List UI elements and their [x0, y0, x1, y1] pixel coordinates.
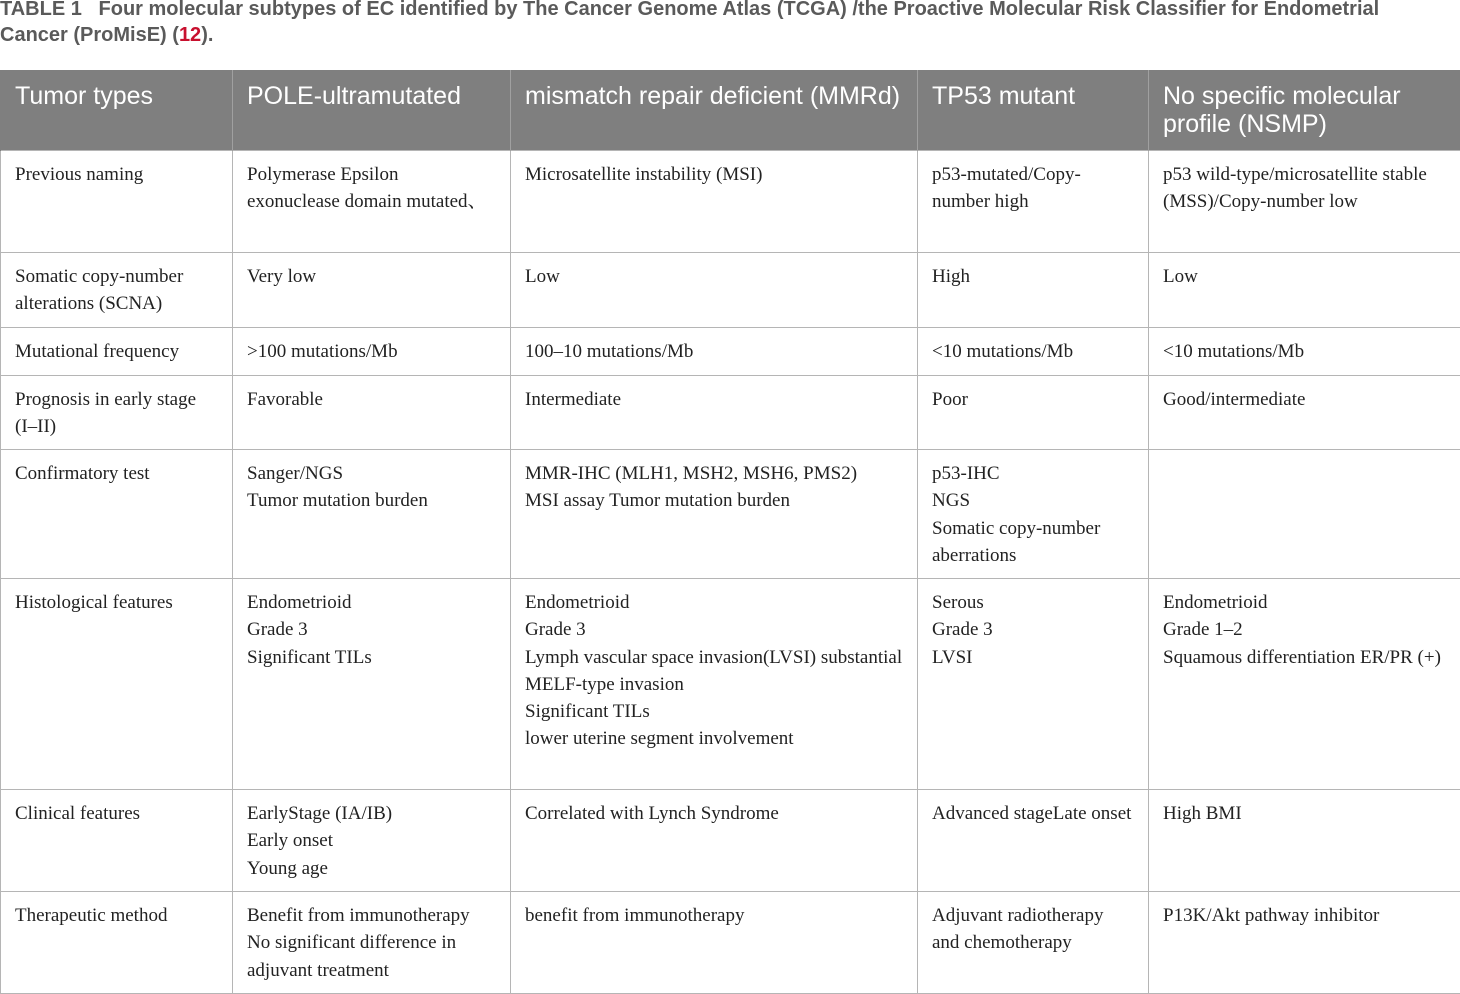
cell-tp53	[918, 892, 1149, 994]
cell-line: Favorable	[247, 386, 496, 413]
table-row	[1, 376, 1460, 450]
cell-line: >100 mutations/Mb	[247, 338, 496, 365]
table-row	[1, 450, 1460, 579]
cell-line: lower uterine segment involvement	[525, 725, 903, 752]
cell-line: <10 mutations/Mb	[1163, 338, 1446, 365]
cell-mmrd	[511, 328, 918, 376]
table-row	[1, 253, 1460, 328]
cell-line: No significant difference in adjuvant treatment	[247, 929, 496, 984]
cell-tp53	[918, 579, 1149, 790]
table-body	[1, 151, 1460, 994]
cell-line: Advanced stageLate onset	[932, 800, 1134, 827]
cell-pole	[233, 450, 511, 579]
caption-text: Four molecular subtypes of EC identified by The Cancer Genome Atlas (TCGA) /the Proactive Molecular Risk Classifier for Endometrial Cancer (ProMisE) (	[0, 0, 1379, 46]
table-row	[1, 579, 1460, 790]
cell-mmrd	[511, 892, 918, 994]
cell-mmrd	[511, 253, 918, 328]
cell-line: High BMI	[1163, 800, 1446, 827]
cell-nsmp	[1149, 151, 1460, 253]
cell-mmrd	[511, 151, 918, 253]
cell-tp53	[918, 328, 1149, 376]
row-label: Therapeutic method	[1, 892, 233, 994]
subtypes-table	[0, 70, 1460, 994]
cell-tp53	[918, 151, 1149, 253]
cell-line: EarlyStage (IA/IB)	[247, 800, 496, 827]
cell-nsmp	[1149, 253, 1460, 328]
cell-line: Polymerase Epsilon exonuclease domain mutated、	[247, 161, 496, 216]
cell-pole	[233, 151, 511, 253]
cell-line: Sanger/NGS	[247, 460, 496, 487]
table-caption	[0, 0, 1450, 48]
cell-line: p53-mutated/Copy-number high	[932, 161, 1134, 216]
cell-line: P13K/Akt pathway inhibitor	[1163, 902, 1446, 929]
cell-pole	[233, 328, 511, 376]
cell-line: LVSI	[932, 644, 1134, 671]
cell-line: <10 mutations/Mb	[932, 338, 1134, 365]
cell-line: Endometrioid	[247, 589, 496, 616]
cell-line: Significant TILs	[247, 644, 496, 671]
cell-line: Poor	[932, 386, 1134, 413]
cell-line: p53 wild-type/microsatellite stable (MSS)/Copy-number low	[1163, 161, 1446, 216]
cell-line: Serous	[932, 589, 1134, 616]
cell-line: Low	[1163, 263, 1446, 290]
caption-label: TABLE 1	[0, 0, 82, 20]
cell-tp53	[918, 253, 1149, 328]
cell-line: Grade 3	[932, 616, 1134, 643]
cell-line: Low	[525, 263, 903, 290]
cell-nsmp	[1149, 450, 1460, 579]
cell-line: Endometrioid	[1163, 589, 1446, 616]
cell-nsmp	[1149, 579, 1460, 790]
header-mmrd: mismatch repair deficient (MMRd)	[511, 70, 918, 151]
cell-pole	[233, 579, 511, 790]
cell-line: Very low	[247, 263, 496, 290]
cell-line: Significant TILs	[525, 698, 903, 725]
cell-mmrd	[511, 450, 918, 579]
cell-line: Endometrioid	[525, 589, 903, 616]
cell-line: MELF-type invasion	[525, 671, 903, 698]
cell-tp53	[918, 790, 1149, 892]
cell-pole	[233, 790, 511, 892]
cell-line: MSI assay Tumor mutation burden	[525, 487, 903, 514]
cell-line: High	[932, 263, 1134, 290]
cell-nsmp	[1149, 328, 1460, 376]
cell-tp53	[918, 450, 1149, 579]
row-label: Mutational frequency	[1, 328, 233, 376]
citation-link[interactable]: 12	[179, 24, 201, 46]
cell-line: MMR-IHC (MLH1, MSH2, MSH6, PMS2)	[525, 460, 903, 487]
header-pole: POLE-ultramutated	[233, 70, 511, 151]
cell-pole	[233, 892, 511, 994]
cell-line: Adjuvant radiotherapy and chemotherapy	[932, 902, 1134, 957]
table-row	[1, 790, 1460, 892]
cell-line: 100–10 mutations/Mb	[525, 338, 903, 365]
cell-line: p53-IHC	[932, 460, 1134, 487]
cell-line: Good/intermediate	[1163, 386, 1446, 413]
caption-end: ).	[201, 24, 213, 46]
table-row	[1, 328, 1460, 376]
cell-line: Grade 3	[247, 616, 496, 643]
cell-mmrd	[511, 579, 918, 790]
row-label: Clinical features	[1, 790, 233, 892]
cell-line: Correlated with Lynch Syndrome	[525, 800, 903, 827]
cell-nsmp	[1149, 892, 1460, 994]
cell-line: Early onset	[247, 827, 496, 854]
cell-line: Microsatellite instability (MSI)	[525, 161, 903, 188]
row-label: Somatic copy-number alterations (SCNA)	[1, 253, 233, 328]
cell-line: Grade 1–2	[1163, 616, 1446, 643]
table-row	[1, 892, 1460, 994]
cell-mmrd	[511, 376, 918, 450]
header-nsmp: No specific molecular profile (NSMP)	[1149, 70, 1460, 151]
cell-line: Tumor mutation burden	[247, 487, 496, 514]
cell-line: benefit from immunotherapy	[525, 902, 903, 929]
row-label: Previous naming	[1, 151, 233, 253]
header-row	[1, 70, 1460, 151]
cell-line: NGS	[932, 487, 1134, 514]
cell-line: Squamous differentiation ER/PR (+)	[1163, 644, 1446, 671]
cell-line: Intermediate	[525, 386, 903, 413]
cell-line: Grade 3	[525, 616, 903, 643]
cell-pole	[233, 253, 511, 328]
row-label: Confirmatory test	[1, 450, 233, 579]
header-tumor-types: Tumor types	[1, 70, 233, 151]
row-label: Histological features	[1, 579, 233, 790]
cell-pole	[233, 376, 511, 450]
row-label: Prognosis in early stage (I–II)	[1, 376, 233, 450]
table-row	[1, 151, 1460, 253]
header-tp53: TP53 mutant	[918, 70, 1149, 151]
cell-line: Benefit from immunotherapy	[247, 902, 496, 929]
cell-tp53	[918, 376, 1149, 450]
cell-line: Somatic copy-number aberrations	[932, 515, 1134, 570]
cell-nsmp	[1149, 790, 1460, 892]
cell-mmrd	[511, 790, 918, 892]
cell-line: Young age	[247, 855, 496, 882]
cell-line: Lymph vascular space invasion(LVSI) substantial	[525, 644, 903, 671]
cell-nsmp	[1149, 376, 1460, 450]
